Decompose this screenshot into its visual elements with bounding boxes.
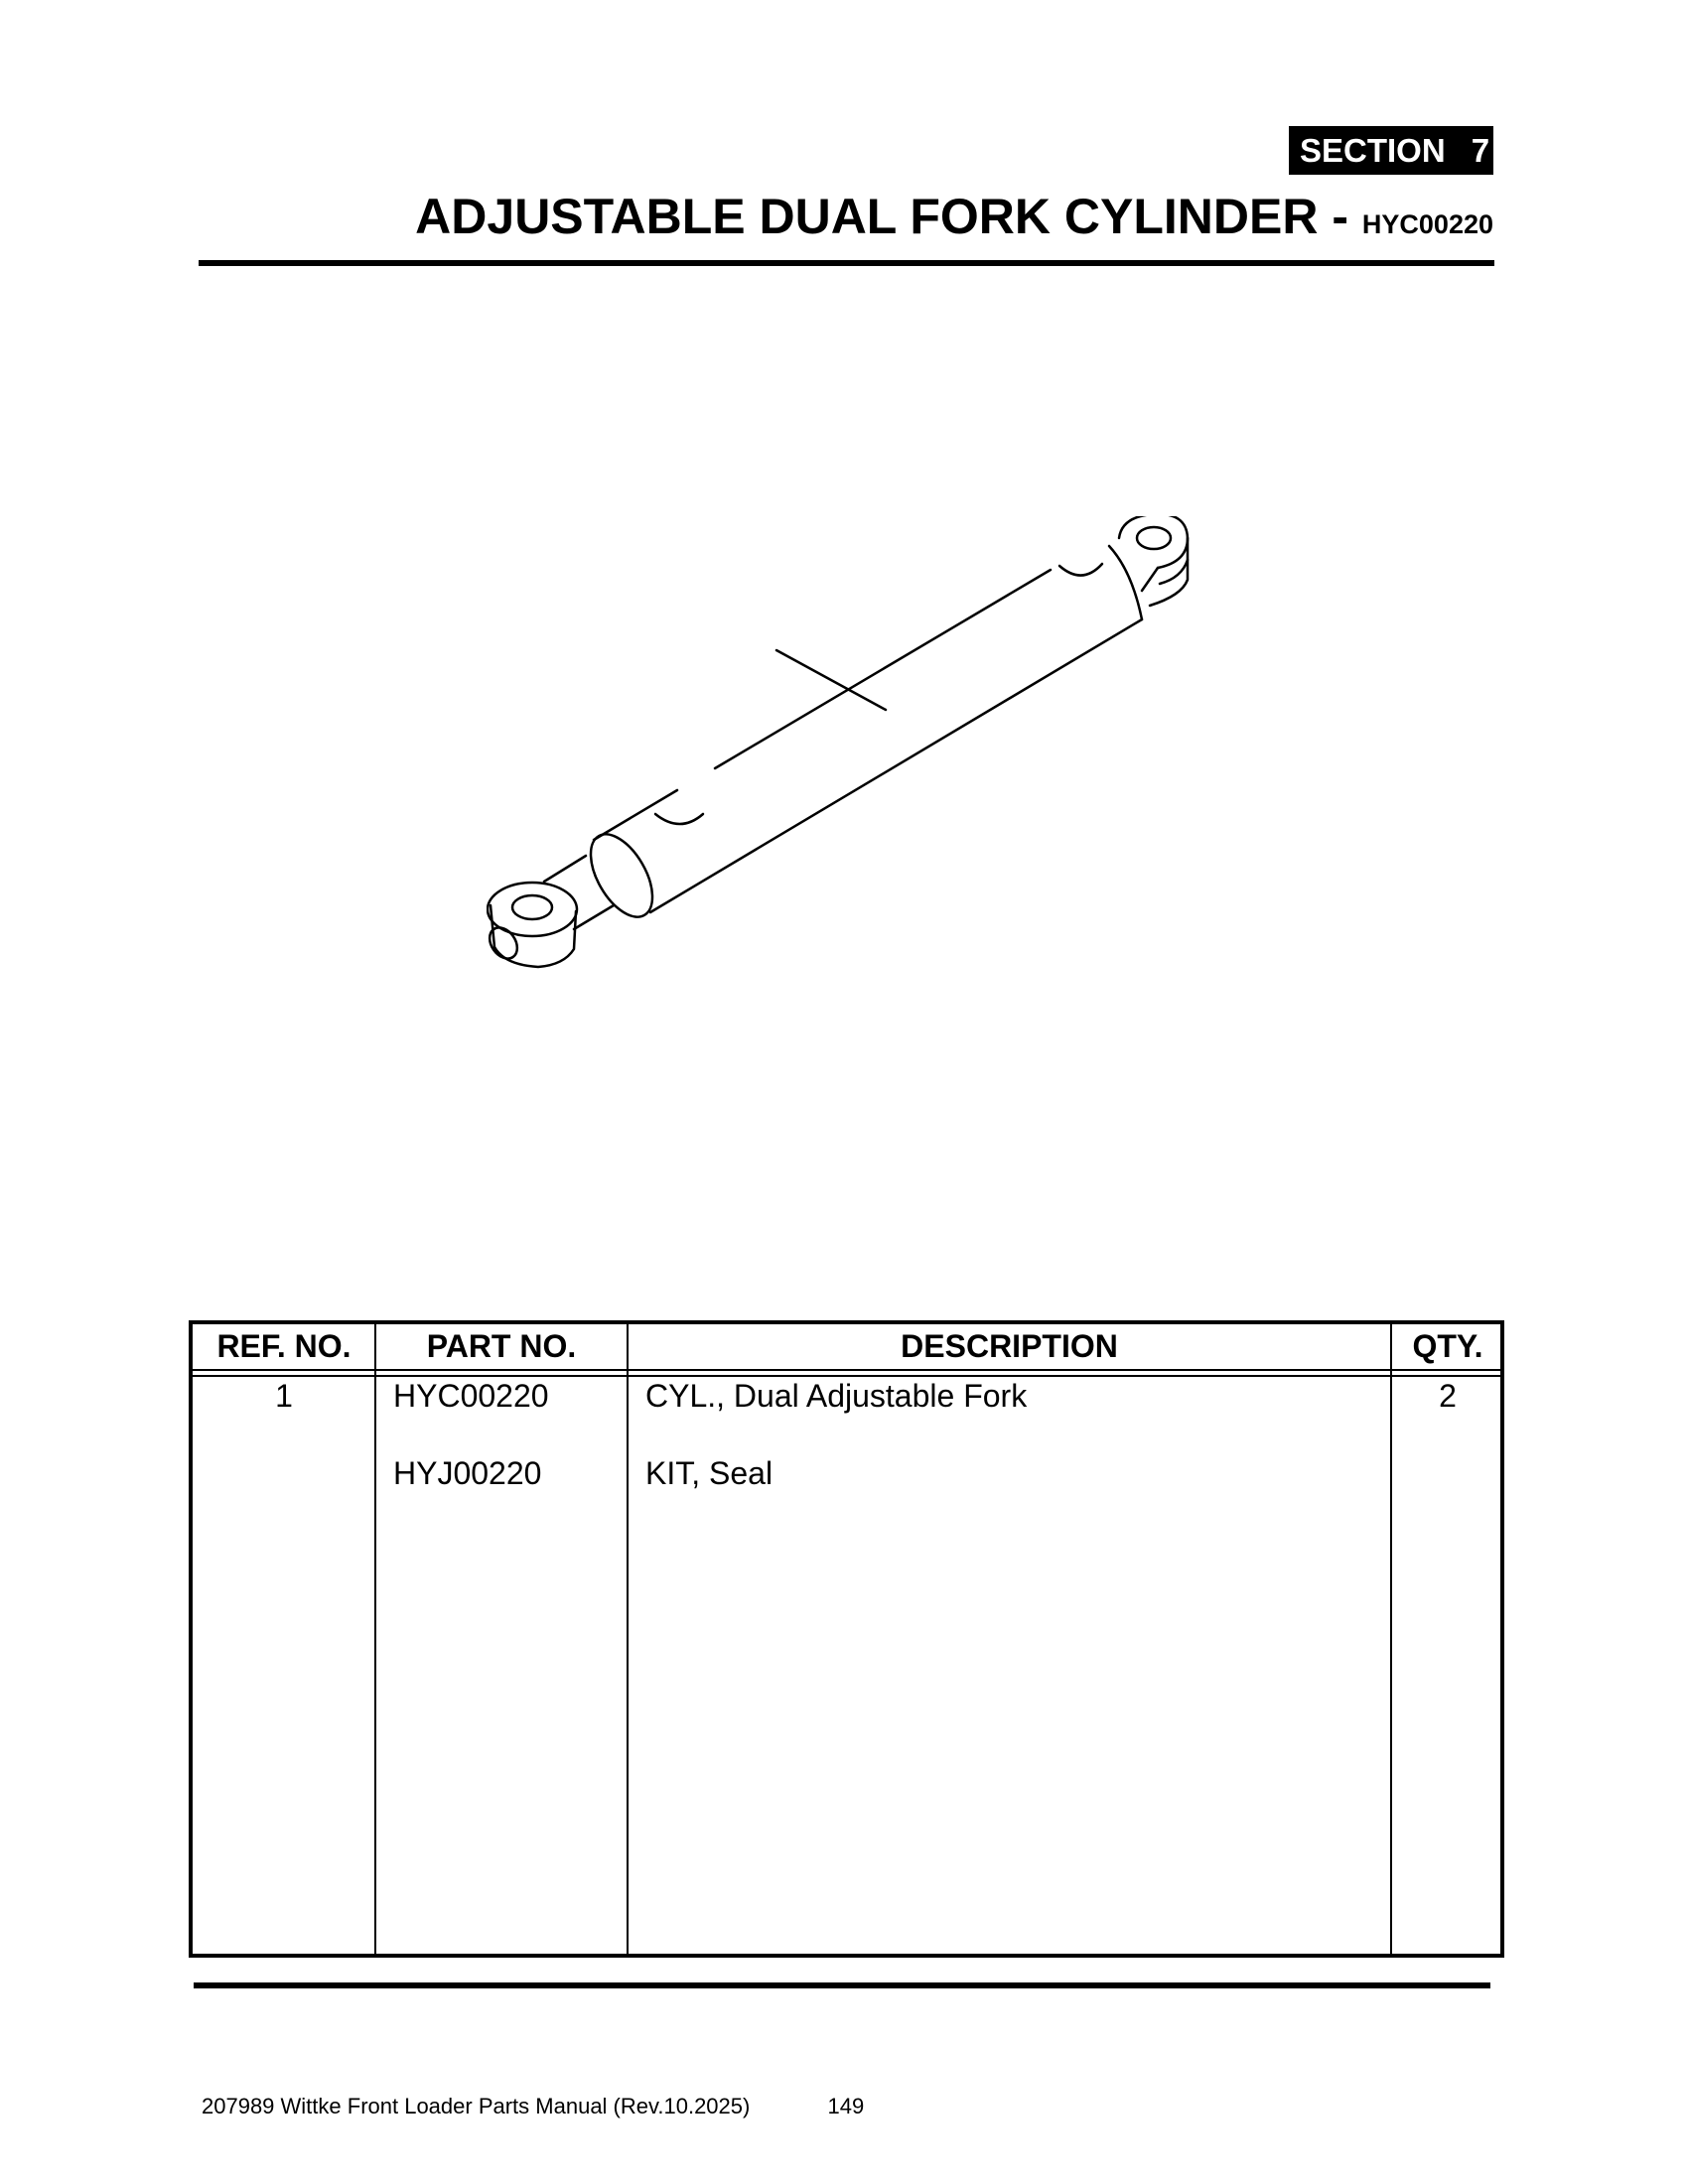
- section-label: SECTION: [1300, 131, 1446, 169]
- header-rule: [199, 260, 1494, 266]
- break-mark-upper: [1059, 564, 1102, 576]
- footer: [202, 2094, 864, 2119]
- rod-eye-bore: [512, 895, 552, 919]
- cylinder-drawing: [487, 516, 1221, 993]
- barrel-top-edge: [715, 570, 1051, 768]
- column-divider: [1390, 1324, 1392, 1954]
- barrel-bottom-edge: [650, 619, 1142, 912]
- column-divider: [374, 1324, 376, 1954]
- row-1-description: CYL., Dual Adjustable Fork: [645, 1378, 1028, 1414]
- section-badge: [1289, 126, 1493, 175]
- clevis-bore: [1137, 527, 1171, 549]
- barrel-top-edge-lower: [594, 790, 677, 840]
- page-title-code: HYC00220: [1361, 209, 1493, 239]
- page-number: 149: [827, 2094, 865, 2118]
- clevis-edge: [1142, 568, 1158, 591]
- section-number: 7: [1471, 131, 1490, 169]
- col-header-part: PART NO.: [426, 1328, 577, 1364]
- row-1-qty: 2: [1439, 1378, 1457, 1414]
- col-header-ref: REF. NO.: [216, 1328, 352, 1364]
- footer-rule: [194, 1982, 1490, 1988]
- col-header-description: DESCRIPTION: [901, 1328, 1118, 1364]
- rod-top-edge: [544, 856, 586, 882]
- break-mark-lower: [655, 814, 703, 824]
- column-divider: [627, 1324, 629, 1954]
- page-title: [415, 187, 1493, 254]
- row-2-description: KIT, Seal: [645, 1455, 774, 1491]
- row-1-ref: 1: [275, 1378, 293, 1414]
- row-1-part: HYC00220: [393, 1378, 549, 1414]
- col-header-qty: QTY.: [1412, 1328, 1483, 1364]
- header-divider: [193, 1369, 1500, 1371]
- row-2-part: HYJ00220: [393, 1455, 542, 1491]
- clevis-plate-lower: [1150, 560, 1188, 606]
- parts-table: [189, 1320, 1504, 1958]
- barrel-base-end: [1109, 546, 1142, 619]
- footer-manual-title: 207989 Wittke Front Loader Parts Manual (Rev.10.2025): [202, 2094, 751, 2118]
- rod-bottom-edge: [574, 905, 614, 929]
- page-title-text: ADJUSTABLE DUAL FORK CYLINDER -: [415, 189, 1348, 244]
- clevis-plate-upper: [1119, 516, 1188, 568]
